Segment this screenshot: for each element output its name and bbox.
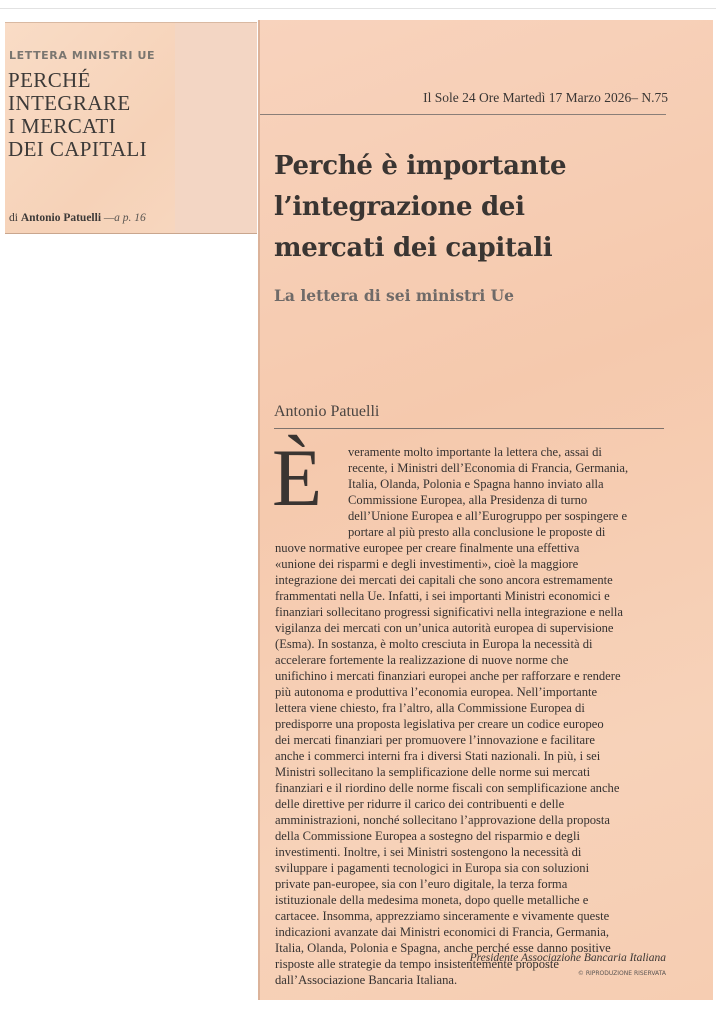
body-line: (Esma). In sostanza, è molto cresciuta in Europa la necessità di <box>275 637 593 651</box>
body-line: istituzionale della medesima moneta, dopo quelle metalliche e <box>275 893 589 907</box>
author-signature: Presidente Associazione Bancaria Italiana <box>469 952 666 964</box>
scan-edge-line <box>0 8 716 9</box>
body-line: risposte alle strategie da tempo insistentemente proposte <box>275 957 559 971</box>
article-headline-line: l’integrazione dei <box>274 192 525 222</box>
article-headline-line: mercati dei capitali <box>274 233 553 263</box>
body-line: frammentati nella Ue. Infatti, i sei importanti Ministri economici e <box>275 589 610 603</box>
teaser-byline <box>9 212 146 224</box>
teaser-headline-line: I MERCATI <box>8 114 117 138</box>
body-line: anche i commerci interni fra i diversi Stati nazionali. In più, i sei <box>275 749 601 763</box>
body-line: delle direttive per ridurre il carico dei contribuenti e delle <box>275 797 565 811</box>
author-rule <box>274 428 664 429</box>
teaser-headline-line: PERCHÉ <box>8 68 91 92</box>
body-line: vigilanza dei mercati con un’unica autorità europea di supervisione <box>275 621 614 635</box>
body-line: veramente molto importante la lettera che, assai di <box>348 445 602 459</box>
body-line: lettera viene chiesto, fra l’altro, alla Commissione Europea di <box>275 701 585 715</box>
body-line: indicazioni avanzate dai Ministri economici di Francia, Germania, <box>275 925 609 939</box>
copyright-notice: © RIPRODUZIONE RISERVATA <box>577 970 666 977</box>
body-line: della Commissione Europea a sostegno del risparmio e degli <box>275 829 580 843</box>
body-line: investimenti. Inoltre, i sei Ministri sostengono la necessità di <box>275 845 582 859</box>
body-line: «unione dei risparmi e degli investimenti», cioè la maggiore <box>275 557 579 571</box>
body-line: unifichino i mercati finanziari europei anche per rafforzare e rendere <box>275 669 621 683</box>
teaser-byline-prefix: di <box>9 212 18 224</box>
body-line: accelerare fortemente la realizzazione di nuove norme che <box>275 653 569 667</box>
body-line: predisporre una proposta legislativa per creare un codice europeo <box>275 717 604 731</box>
body-line: Commissione Europea, alla Presidenza di turno <box>348 493 588 507</box>
clipping-overlap-area <box>175 23 257 233</box>
body-line: finanziari e il riordino delle norme fiscali con semplificazione anche <box>275 781 620 795</box>
article-headline <box>274 146 674 269</box>
body-line: più autonoma e produttiva l’economia europea. Nell’importante <box>275 685 598 699</box>
article-author: Antonio Patuelli <box>274 403 380 420</box>
teaser-headline-line: DEI CAPITALI <box>8 137 148 161</box>
body-line: portare al più presto alla conclusione le proposte di <box>348 525 606 539</box>
body-line: Italia, Olanda, Polonia e Spagna, anche perché esse danno positive <box>275 941 611 955</box>
body-line: sviluppare i pagamenti tecnologici in Europa sia con soluzioni <box>275 861 590 875</box>
article-headline-line: Perché è importante <box>274 151 567 181</box>
masthead-rule <box>260 114 666 115</box>
teaser-byline-author: Antonio Patuelli <box>20 212 102 224</box>
body-line: private pan-europee, sia con l’euro digitale, la terza forma <box>275 877 568 891</box>
body-line: cartacee. Insomma, apprezziamo sinceramente e vivamente queste <box>275 909 610 923</box>
clipping-edge <box>258 20 260 1000</box>
body-line: Italia, Olanda, Polonia e Spagna hanno inviato alla <box>348 477 604 491</box>
drop-cap: È <box>272 432 323 523</box>
front-page-teaser-clipping <box>5 22 257 234</box>
article-subheadline: La lettera di sei ministri Ue <box>274 286 515 305</box>
body-line: amministrazioni, nonché sollecitano l’approvazione della proposta <box>275 813 611 827</box>
newspaper-masthead: Il Sole 24 Ore Martedì 17 Marzo 2026– N.75 <box>423 90 668 105</box>
teaser-headline <box>8 69 178 161</box>
teaser-kicker: LETTERA MINISTRI UE <box>9 49 156 62</box>
teaser-headline-line: INTEGRARE <box>8 91 131 115</box>
article-body <box>275 444 667 988</box>
body-line: dei mercati finanziari per promuovere l’innovazione e facilitare <box>275 733 595 747</box>
body-line: finanziari sollecitano progressi significativi nella integrazione e nella <box>275 605 623 619</box>
body-line: recente, i Ministri dell’Economia di Francia, Germania, <box>348 461 629 475</box>
teaser-page-reference: —a p. 16 <box>103 212 146 224</box>
body-line: integrazione dei mercati dei capitali che sono ancora estremamente <box>275 573 613 587</box>
body-line: Ministri sollecitano la semplificazione delle norme sui mercati <box>275 765 591 779</box>
body-line: dell’Unione Europea e all’Eurogruppo per sospingere e <box>348 509 628 523</box>
body-line: dall’Associazione Bancaria Italiana. <box>275 973 458 987</box>
body-line: nuove normative europee per creare finalmente una effettiva <box>275 541 580 555</box>
